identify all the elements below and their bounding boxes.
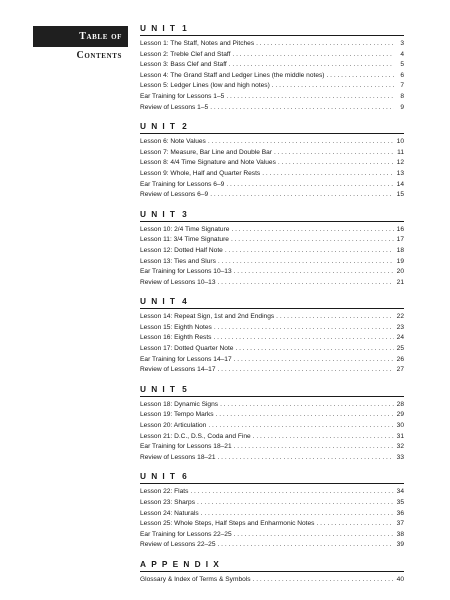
- dot-leader: [218, 257, 394, 268]
- toc-entry-title: Lesson 11: 3/4 Time Signature: [140, 236, 229, 244]
- dot-leader: [234, 267, 394, 278]
- toc-entry-title: Lesson 24: Naturals: [140, 509, 199, 517]
- unit-heading: [140, 122, 404, 134]
- toc-entry-title: Ear Training for Lessons 22–25: [140, 530, 232, 538]
- toc-title-banner: [33, 26, 128, 47]
- toc-entry-title: Ear Training for Lessons 14–17: [140, 355, 232, 363]
- toc-entry-page: 14: [396, 180, 404, 188]
- toc-entry[interactable]: [140, 180, 404, 191]
- toc-entry-page: 36: [396, 509, 404, 517]
- toc-entry-title: Lesson 14: Repeat Sign, 1st and 2nd Endings: [140, 313, 275, 321]
- unit-heading-label: UNIT: [140, 383, 181, 394]
- unit-heading-label: UNIT: [140, 471, 181, 482]
- unit-section: [140, 210, 404, 289]
- unit-heading-number: 2: [182, 121, 192, 132]
- dot-leader: [218, 540, 394, 551]
- dot-leader: [210, 103, 394, 114]
- toc-entry-page: 24: [396, 334, 404, 342]
- toc-entry-title: Lesson 17: Dotted Quarter Note: [140, 345, 234, 353]
- dot-leader: [234, 355, 394, 366]
- dot-leader: [218, 278, 394, 289]
- toc-entry-page: 15: [396, 191, 404, 199]
- dot-leader: [226, 180, 394, 191]
- toc-entry[interactable]: [140, 190, 404, 201]
- toc-entry-title: Review of Lessons 14–17: [140, 366, 216, 374]
- toc-entry-page: 12: [396, 159, 404, 167]
- toc-entry-page: 22: [396, 313, 404, 321]
- dot-leader: [214, 323, 394, 334]
- dot-leader: [210, 190, 394, 201]
- toc-entry-title: Ear Training for Lessons 6–9: [140, 180, 225, 188]
- toc-entry[interactable]: [140, 103, 404, 114]
- toc-entry[interactable]: [140, 312, 404, 323]
- dot-leader: [208, 137, 394, 148]
- toc-entry[interactable]: [140, 92, 404, 103]
- unit-section: [140, 560, 404, 586]
- dot-leader: [220, 400, 394, 411]
- toc-entry[interactable]: [140, 169, 404, 180]
- toc-entry-page: 4: [400, 50, 404, 58]
- toc-entry[interactable]: [140, 453, 404, 464]
- dot-leader: [216, 410, 394, 421]
- toc-entry-page: 27: [396, 366, 404, 374]
- toc-entry[interactable]: [140, 509, 404, 520]
- unit-heading-number: 5: [182, 383, 192, 394]
- toc-entry-title: Lesson 2: Treble Clef and Staff: [140, 50, 231, 58]
- toc-entry-title: Review of Lessons 22–25: [140, 541, 216, 549]
- toc-entry-page: 34: [396, 488, 404, 496]
- toc-entry-page: 40: [396, 575, 404, 583]
- dot-leader: [208, 421, 394, 432]
- dot-leader: [234, 530, 394, 541]
- toc-entry-title: Lesson 10: 2/4 Time Signature: [140, 225, 230, 233]
- toc-entry-title: Lesson 19: Tempo Marks: [140, 411, 214, 419]
- toc-entry-page: 33: [396, 453, 404, 461]
- toc-entry[interactable]: [140, 365, 404, 376]
- toc-entry-page: 39: [396, 541, 404, 549]
- toc-entry-title: Ear Training for Lessons 18–21: [140, 443, 232, 451]
- toc-entry-page: 38: [396, 530, 404, 538]
- toc-entry-page: 29: [396, 411, 404, 419]
- toc-entry[interactable]: [140, 442, 404, 453]
- dot-leader: [327, 71, 395, 82]
- toc-entry[interactable]: [140, 50, 404, 61]
- toc-entry[interactable]: [140, 432, 404, 443]
- toc-entry[interactable]: [140, 519, 404, 530]
- toc-entry[interactable]: [140, 235, 404, 246]
- unit-heading: [140, 24, 404, 36]
- toc-entry-page: 19: [396, 257, 404, 265]
- unit-heading-label: UNIT: [140, 121, 181, 132]
- toc-entry-title: Lesson 13: Ties and Slurs: [140, 257, 216, 265]
- dot-leader: [218, 453, 394, 464]
- dot-leader: [234, 442, 394, 453]
- dot-leader: [201, 509, 394, 520]
- toc-entry[interactable]: [140, 540, 404, 551]
- unit-section: [140, 122, 404, 201]
- unit-heading-label: UNIT: [140, 208, 181, 219]
- toc-entry-page: 28: [396, 400, 404, 408]
- dot-leader: [278, 158, 394, 169]
- unit-heading-number: 4: [182, 296, 192, 307]
- toc-entry-page: 3: [400, 40, 404, 47]
- toc-entry-page: 25: [396, 345, 404, 353]
- toc-entry[interactable]: [140, 575, 404, 586]
- unit-heading: [140, 560, 404, 572]
- toc-entry[interactable]: [140, 421, 404, 432]
- dot-leader: [229, 60, 394, 71]
- toc-entry-page: 35: [396, 499, 404, 506]
- toc-entry-title: Lesson 22: Flats: [140, 488, 189, 496]
- unit-heading: [140, 385, 404, 397]
- toc-entry-page: 17: [396, 236, 404, 244]
- toc-entry[interactable]: [140, 530, 404, 541]
- dot-leader: [190, 487, 394, 498]
- toc-entry-title: Lesson 5: Ledger Lines (low and high notes): [140, 82, 270, 90]
- dot-leader: [276, 312, 394, 323]
- toc-entry-title: Lesson 4: The Grand Staff and Ledger Lines (the middle notes): [140, 71, 325, 79]
- dot-leader: [253, 432, 394, 443]
- table-of-contents: [140, 24, 404, 595]
- toc-entry-page: 23: [396, 323, 404, 331]
- dot-leader: [226, 92, 394, 103]
- toc-entry-title: Ear Training for Lessons 1–5: [140, 92, 225, 100]
- toc-entry-page: 21: [396, 278, 404, 286]
- toc-entry-page: 37: [396, 520, 404, 528]
- toc-entry-title: Ear Training for Lessons 10–13: [140, 268, 232, 276]
- toc-entry-page: 9: [400, 103, 404, 111]
- toc-entry[interactable]: [140, 410, 404, 421]
- toc-entry[interactable]: [140, 71, 404, 82]
- toc-entry[interactable]: [140, 278, 404, 289]
- unit-section: [140, 297, 404, 376]
- toc-entry-title: Review of Lessons 10–13: [140, 278, 216, 286]
- toc-entry-title: Lesson 20: Articulation: [140, 422, 207, 430]
- toc-entry-page: 20: [396, 268, 404, 276]
- toc-entry-title: Lesson 16: Eighth Rests: [140, 334, 212, 342]
- toc-entry-title: Review of Lessons 1–5: [140, 103, 209, 111]
- unit-section: [140, 24, 404, 113]
- unit-heading-number: 3: [182, 208, 192, 219]
- dot-leader: [253, 575, 394, 586]
- toc-title-line2: Contents: [76, 50, 122, 61]
- toc-entry-page: 32: [396, 443, 404, 451]
- toc-entry-page: 7: [400, 82, 404, 90]
- toc-entry-title: Lesson 21: D.C., D.S., Coda and Fine: [140, 432, 251, 440]
- toc-title-line1: Table of: [79, 31, 122, 42]
- toc-entry-title: Review of Lessons 6–9: [140, 191, 209, 199]
- toc-entry[interactable]: [140, 148, 404, 159]
- toc-entry-page: 26: [396, 355, 404, 363]
- toc-entry-page: 13: [396, 169, 404, 177]
- dot-leader: [272, 81, 394, 92]
- toc-entry-title: Review of Lessons 18–21: [140, 453, 216, 461]
- unit-heading: [140, 297, 404, 309]
- toc-entry-title: Lesson 12: Dotted Half Note: [140, 246, 223, 254]
- unit-heading: [140, 472, 404, 484]
- dot-leader: [235, 344, 394, 355]
- unit-heading-label: UNIT: [140, 296, 181, 307]
- dot-leader: [316, 519, 394, 530]
- toc-entry-title: Lesson 1: The Staff, Notes and Pitches: [140, 40, 255, 47]
- toc-entry-title: Lesson 9: Whole, Half and Quarter Rests: [140, 169, 261, 177]
- dot-leader: [197, 498, 394, 509]
- toc-entry-title: Lesson 6: Note Values: [140, 138, 206, 146]
- toc-entry[interactable]: [140, 487, 404, 498]
- toc-entry-page: 6: [400, 71, 404, 79]
- unit-heading-number: 6: [182, 471, 192, 482]
- unit-heading-label: APPENDIX: [140, 558, 225, 569]
- dot-leader: [231, 225, 394, 236]
- toc-entry-title: Glossary & Index of Terms & Symbols: [140, 575, 251, 583]
- dot-leader: [231, 235, 394, 246]
- unit-heading-label: UNIT: [140, 23, 181, 33]
- dot-leader: [274, 148, 394, 159]
- toc-entry[interactable]: [140, 158, 404, 169]
- toc-entry-page: 30: [396, 422, 404, 430]
- toc-entry[interactable]: [140, 81, 404, 92]
- dot-leader: [225, 246, 394, 257]
- toc-entry[interactable]: [140, 225, 404, 236]
- dot-leader: [256, 39, 394, 50]
- toc-entry-page: 16: [396, 225, 404, 233]
- toc-entry[interactable]: [140, 355, 404, 366]
- unit-section: [140, 385, 404, 464]
- unit-section: [140, 472, 404, 551]
- toc-entry[interactable]: [140, 400, 404, 411]
- unit-heading: [140, 210, 404, 222]
- toc-entry[interactable]: [140, 257, 404, 268]
- toc-entry[interactable]: [140, 498, 404, 509]
- dot-leader: [213, 333, 394, 344]
- toc-entry-page: 8: [400, 92, 404, 100]
- dot-leader: [218, 365, 394, 376]
- toc-entry-page: 31: [396, 432, 404, 440]
- toc-entry-title: Lesson 3: Bass Clef and Staff: [140, 61, 227, 69]
- toc-entry-page: 11: [397, 148, 404, 156]
- dot-leader: [262, 169, 394, 180]
- toc-entry-page: 10: [396, 138, 404, 146]
- toc-entry[interactable]: [140, 344, 404, 355]
- toc-entry-page: 5: [400, 61, 404, 69]
- toc-entry[interactable]: [140, 323, 404, 334]
- toc-entry[interactable]: [140, 39, 404, 50]
- toc-entry[interactable]: [140, 333, 404, 344]
- toc-entry[interactable]: [140, 137, 404, 148]
- dot-leader: [232, 50, 394, 61]
- toc-entry-title: Lesson 15: Eighth Notes: [140, 323, 212, 331]
- toc-entry[interactable]: [140, 60, 404, 71]
- toc-entry-page: 18: [396, 246, 404, 254]
- toc-entry-title: Lesson 25: Whole Steps, Half Steps and Enharmonic Notes: [140, 520, 315, 528]
- toc-entry[interactable]: [140, 267, 404, 278]
- toc-entry-title: Lesson 18: Dynamic Signs: [140, 400, 219, 408]
- toc-entry-title: Lesson 23: Sharps: [140, 499, 195, 506]
- unit-heading-number: 1: [182, 23, 192, 33]
- toc-entry[interactable]: [140, 246, 404, 257]
- toc-entry-title: Lesson 7: Measure, Bar Line and Double Bar: [140, 148, 272, 156]
- toc-entry-title: Lesson 8: 4/4 Time Signature and Note Values: [140, 159, 276, 167]
